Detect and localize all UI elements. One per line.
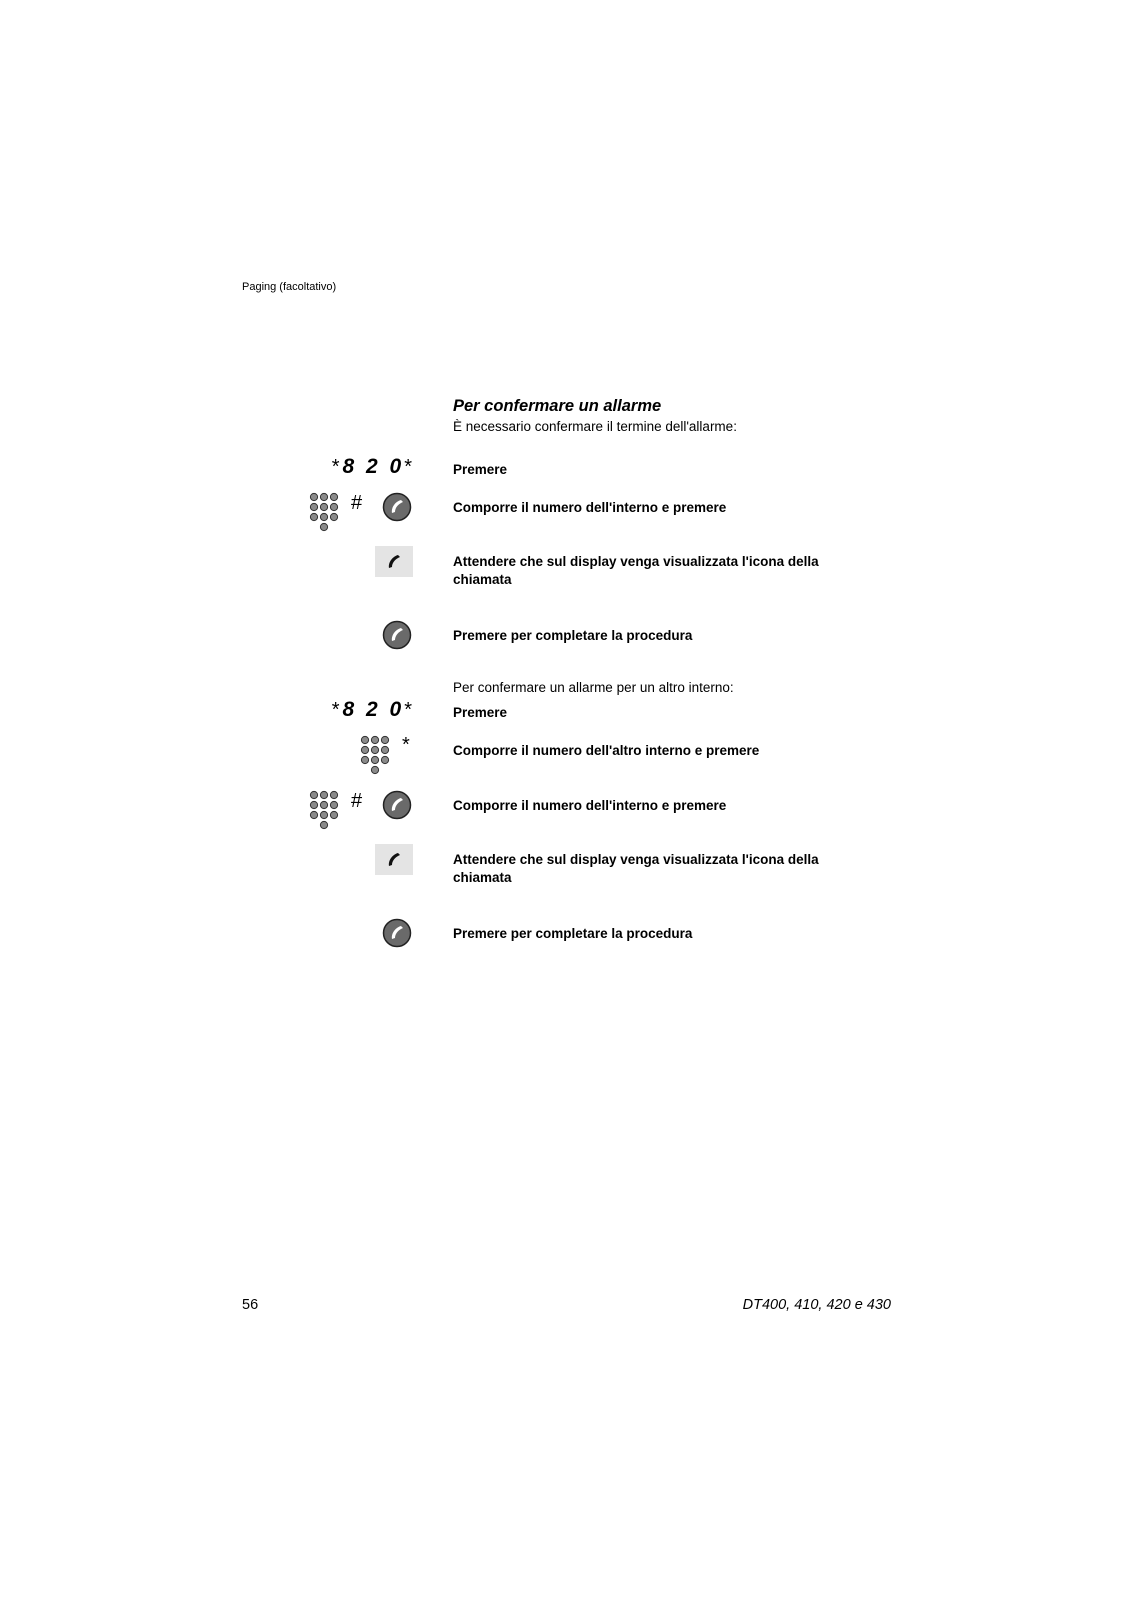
display-call-icon [375, 546, 413, 577]
step-b2: Comporre il numero dell'altro interno e premere [453, 743, 760, 758]
step-a1: Premere [453, 462, 508, 477]
step-a2: Comporre il numero dell'interno e premere [453, 500, 727, 515]
code-820 [332, 455, 415, 479]
intro-text-2: Per confermare un allarme per un altro interno: [453, 680, 734, 695]
step-b5: Premere per completare la procedura [453, 926, 693, 941]
call-button-icon [382, 620, 412, 650]
intro-text-1: È necessario confermare il termine dell'allarme: [453, 419, 737, 434]
display-call-icon [375, 844, 413, 875]
keypad-icon [309, 790, 339, 830]
code-820 [332, 698, 415, 722]
hash-symbol: # [351, 790, 363, 812]
page-number: 56 [242, 1297, 259, 1313]
section-title: Per confermare un allarme [453, 397, 662, 415]
code-digits: 8 2 0 [342, 698, 405, 721]
model-name: DT400, 410, 420 e 430 [742, 1297, 891, 1313]
step-a4: Premere per completare la procedura [453, 628, 693, 643]
star-symbol: * [402, 734, 410, 756]
call-button-icon [382, 790, 412, 820]
keypad-icon [309, 492, 339, 532]
keypad-icon [360, 735, 390, 775]
section-header: Paging (facoltativo) [242, 281, 337, 293]
step-b1: Premere [453, 705, 508, 720]
code-digits: 8 2 0 [342, 455, 405, 478]
call-button-icon [382, 492, 412, 522]
star-symbol: * [331, 456, 343, 478]
star-symbol: * [404, 456, 415, 478]
call-button-icon [382, 918, 412, 948]
hash-symbol: # [351, 492, 363, 514]
star-symbol: * [404, 699, 415, 721]
step-a3: Attendere che sul display venga visualizzata l'icona della chiamata [453, 554, 819, 587]
star-symbol: * [331, 699, 343, 721]
step-b4: Attendere che sul display venga visualizzata l'icona della chiamata [453, 852, 819, 885]
step-b3: Comporre il numero dell'interno e premere [453, 798, 727, 813]
